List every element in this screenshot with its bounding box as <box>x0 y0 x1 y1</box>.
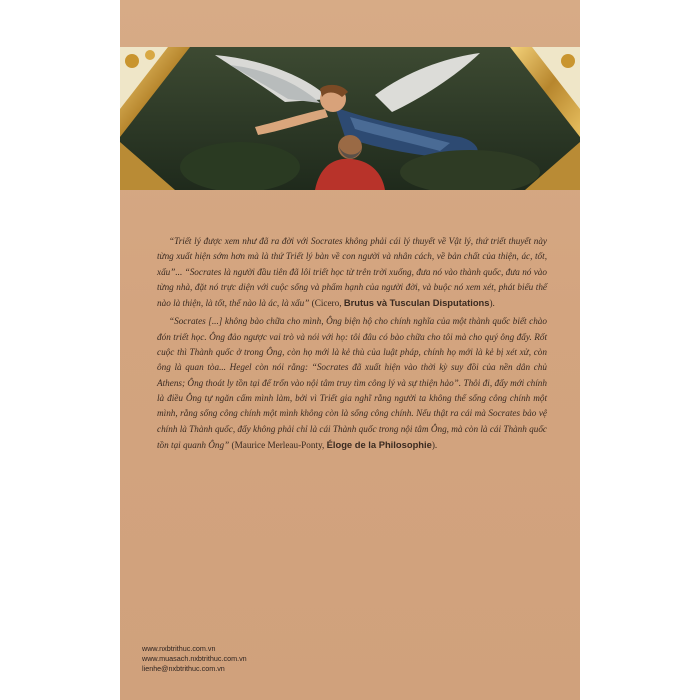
quote-cicero-text: “Triết lý được xem như đã ra đời với Socrates không phải cái lý thuyết về Vật lý, thứ triết thuyết này từng xuất hiện sớm hơn mà là thứ Triết lý bàn về con người và nhân cách, về bản chất của thiện, ác, tốt, xấu”... “Socrates là người đầu tiên đã lôi triết học từ trên trời xuống, đưa nó vào thành quốc, đưa nó vào từng nhà, đặt nó trực diện với cuộc sống và phẩm hạnh của người đời, và buộc nó xem xét, phát biểu thế nào là thiện, là tốt, thế nào là ác, là xấu” <box>157 236 547 309</box>
book-back-cover <box>120 0 580 700</box>
publisher-links <box>142 644 247 675</box>
citation-cicero-close: ). <box>489 298 495 309</box>
shop-link[interactable]: www.muasach.nxbtrithuc.com.vn <box>142 654 247 664</box>
quotes-text-block <box>157 234 547 456</box>
citation-cicero-open: (Cicero, <box>309 298 344 309</box>
quote-cicero <box>157 234 547 311</box>
citation-merleau-ponty-open: (Maurice Merleau-Ponty, <box>229 439 327 450</box>
quote-merleau-ponty-text: “Socrates [...] không bào chữa cho mình, Ông biện hộ cho chính nghĩa của một thành quốc biết chào đón triết học. Ông đảo ngược vai trò và nói với họ: tôi đâu có bào chữa cho tôi mà cho quý ông đấy. Rốt cuộc thì Thành quốc ở trong Ông, còn họ mới là kẻ thù của luật pháp, chính họ mới là kẻ bị xét xử, còn ông là quan tòa... Hegel còn nói rằng: “Socrates đã xuất hiện vào thời kỳ suy đồi của nền dân chủ Athens; Ông thoát ly tồn tại để trốn vào nội tâm truy tìm công lý và sự thiện hảo”. Thôi đi, đấy mới chính là điều Ông tự ngăn cấm mình làm, bởi vì Triết gia nghĩ rằng người ta không thể sống công chính một mình, rằng sống công chính một mình không còn là sống công chính. Nếu thật ra cái mà Socrates bảo vệ chính là Thành quốc, đấy không phải chỉ là cái Thành quốc trong nội tâm Ông, mà còn là cái Thành quốc tồn tại quanh Ông” <box>157 316 547 450</box>
citation-merleau-ponty-close: ). <box>431 439 438 450</box>
citation-cicero-work: Brutus và Tusculan Disputations <box>343 297 490 309</box>
quote-merleau-ponty <box>157 314 547 453</box>
citation-merleau-ponty-work: Éloge de la Philosophie <box>326 438 432 450</box>
website-link[interactable]: www.nxbtrithuc.com.vn <box>142 644 216 653</box>
contact-email-link[interactable]: lienhe@nxbtrithuc.com.vn <box>142 664 225 674</box>
angel-painting-illustration <box>120 47 580 190</box>
